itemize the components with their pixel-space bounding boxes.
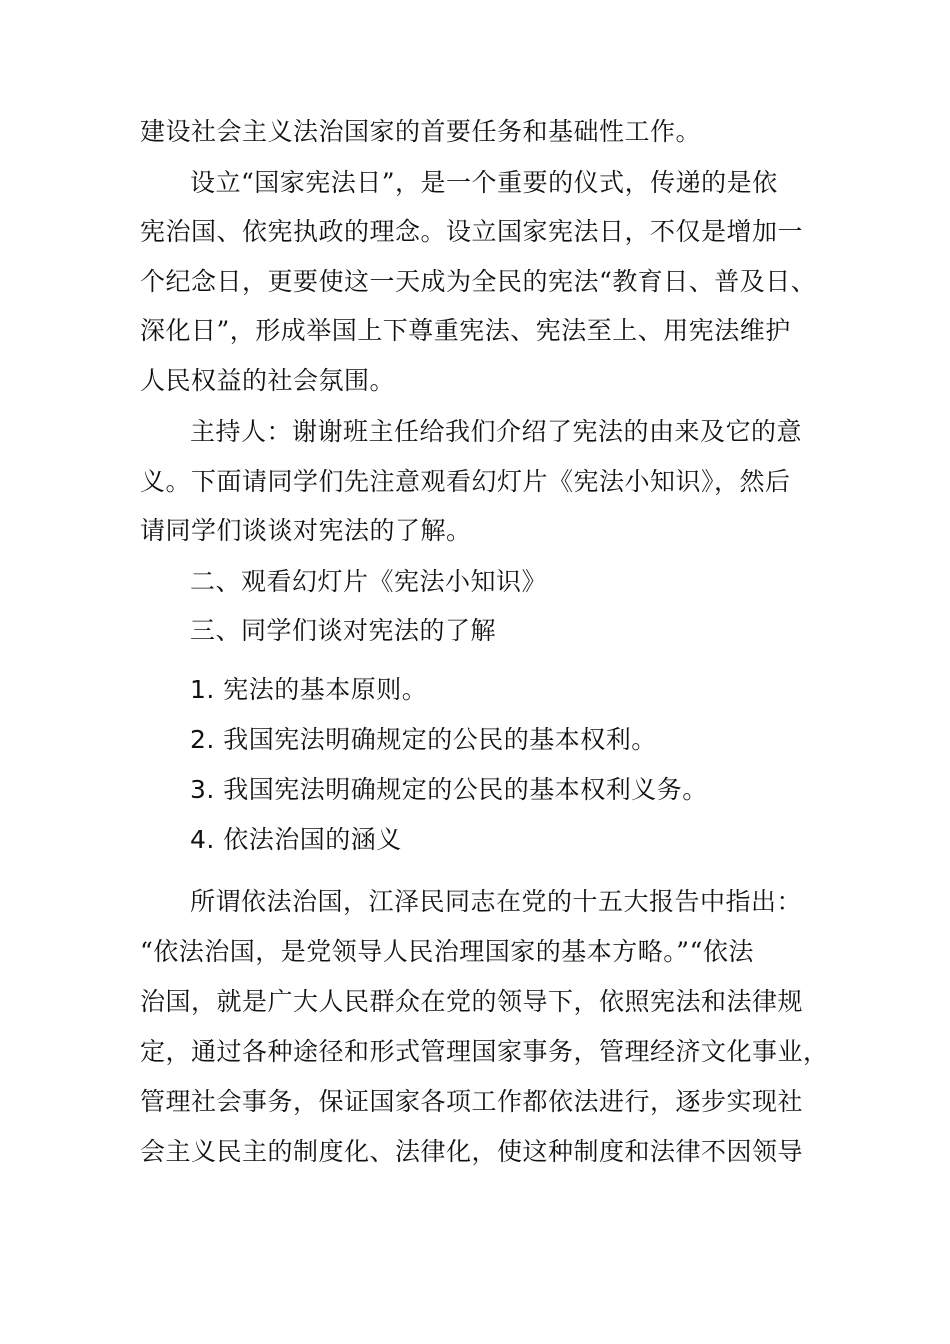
paragraph-line: 治国，就是广大人民群众在党的领导下，依照宪法和法律规 [140,987,804,1016]
paragraph-line: “依法治国，是党领导人民治理国家的基本方略。”“依法 [140,937,754,966]
section-heading: 三、同学们谈对宪法的了解 [190,616,497,645]
paragraph-line: 深化日”，形成举国上下尊重宪法、宪法至上、用宪法维护 [140,316,791,345]
paragraph-line: 设立“国家宪法日”，是一个重要的仪式，传递的是依 [190,168,778,197]
paragraph-line: 管理社会事务，保证国家各项工作都依法进行，逐步实现社 [140,1087,804,1116]
list-item: 1. 宪法的基本原则。 [190,675,428,704]
paragraph-line: 所谓依法治国，江泽民同志在党的十五大报告中指出： [190,887,803,916]
paragraph-line: 人民权益的社会氛围。 [140,366,396,395]
list-item: 3. 我国宪法明确规定的公民的基本权利义务。 [190,775,708,804]
paragraph-line: 建设社会主义法治国家的首要任务和基础性工作。 [140,117,702,146]
paragraph-line: 义。下面请同学们先注意观看幻灯片《宪法小知识》，然后 [140,467,791,496]
paragraph-line: 主持人：谢谢班主任给我们介绍了宪法的由来及它的意 [190,417,803,446]
paragraph-line: 定，通过各种途径和形式管理国家事务，管理经济文化事业， [140,1037,829,1066]
paragraph-line: 宪治国、依宪执政的理念。设立国家宪法日，不仅是增加一 [140,217,804,246]
paragraph-line: 会主义民主的制度化、法律化，使这种制度和法律不因领导 [140,1137,804,1166]
list-item: 2. 我国宪法明确规定的公民的基本权利。 [190,725,657,754]
section-heading: 二、观看幻灯片《宪法小知识》 [190,567,548,596]
list-item: 4. 依法治国的涵义 [190,825,402,854]
paragraph-line: 个纪念日，更要使这一天成为全民的宪法“教育日、普及日、 [140,267,817,296]
paragraph-line: 请同学们谈谈对宪法的了解。 [140,516,472,545]
